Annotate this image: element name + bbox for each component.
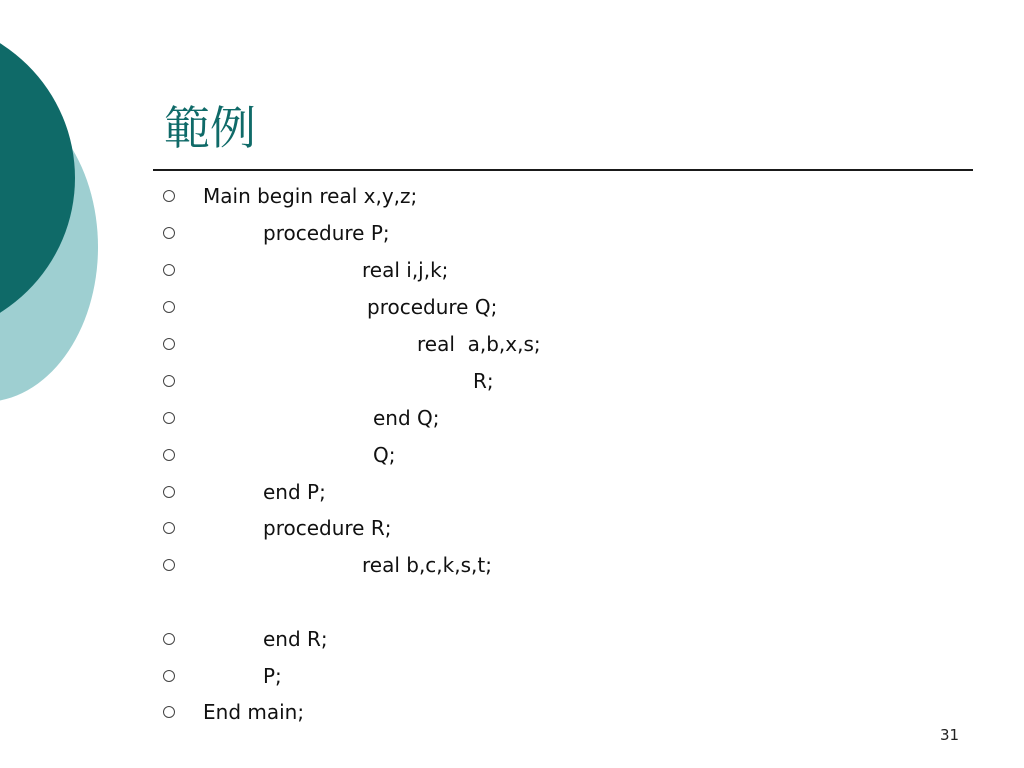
hollow-circle-bullet-icon — [163, 190, 175, 202]
hollow-circle-bullet-icon — [163, 412, 175, 424]
list-item — [0, 625, 1024, 655]
list-item — [0, 256, 1024, 286]
list-item — [0, 441, 1024, 471]
list-item — [0, 662, 1024, 692]
list-item — [0, 367, 1024, 397]
code-line: Q; — [373, 443, 396, 467]
code-line: real a,b,x,s; — [417, 332, 541, 356]
hollow-circle-bullet-icon — [163, 264, 175, 276]
code-line: procedure R; — [263, 516, 392, 540]
hollow-circle-bullet-icon — [163, 338, 175, 350]
code-line: end Q; — [373, 406, 440, 430]
hollow-circle-bullet-icon — [163, 486, 175, 498]
code-line: procedure P; — [263, 221, 390, 245]
code-line: end P; — [263, 480, 326, 504]
hollow-circle-bullet-icon — [163, 706, 175, 718]
hollow-circle-bullet-icon — [163, 301, 175, 313]
slide-title: 範例 — [164, 101, 256, 155]
list-item — [0, 219, 1024, 249]
page-number: 31 — [940, 726, 960, 744]
list-item — [0, 182, 1024, 212]
code-line: End main; — [203, 700, 305, 724]
hollow-circle-bullet-icon — [163, 227, 175, 239]
hollow-circle-bullet-icon — [163, 670, 175, 682]
code-line: R; — [473, 369, 494, 393]
code-line: real i,j,k; — [362, 258, 449, 282]
title-divider — [153, 169, 973, 171]
list-item — [0, 551, 1024, 581]
hollow-circle-bullet-icon — [163, 559, 175, 571]
list-item — [0, 514, 1024, 544]
hollow-circle-bullet-icon — [163, 449, 175, 461]
list-item — [0, 698, 1024, 728]
code-line: P; — [263, 664, 282, 688]
list-item — [0, 478, 1024, 508]
list-item — [0, 404, 1024, 434]
code-line: Main begin real x,y,z; — [203, 184, 418, 208]
hollow-circle-bullet-icon — [163, 522, 175, 534]
hollow-circle-bullet-icon — [163, 375, 175, 387]
code-line: real b,c,k,s,t; — [362, 553, 492, 577]
code-line: end R; — [263, 627, 328, 651]
code-line: procedure Q; — [367, 295, 498, 319]
hollow-circle-bullet-icon — [163, 633, 175, 645]
list-item — [0, 330, 1024, 360]
list-item — [0, 293, 1024, 323]
